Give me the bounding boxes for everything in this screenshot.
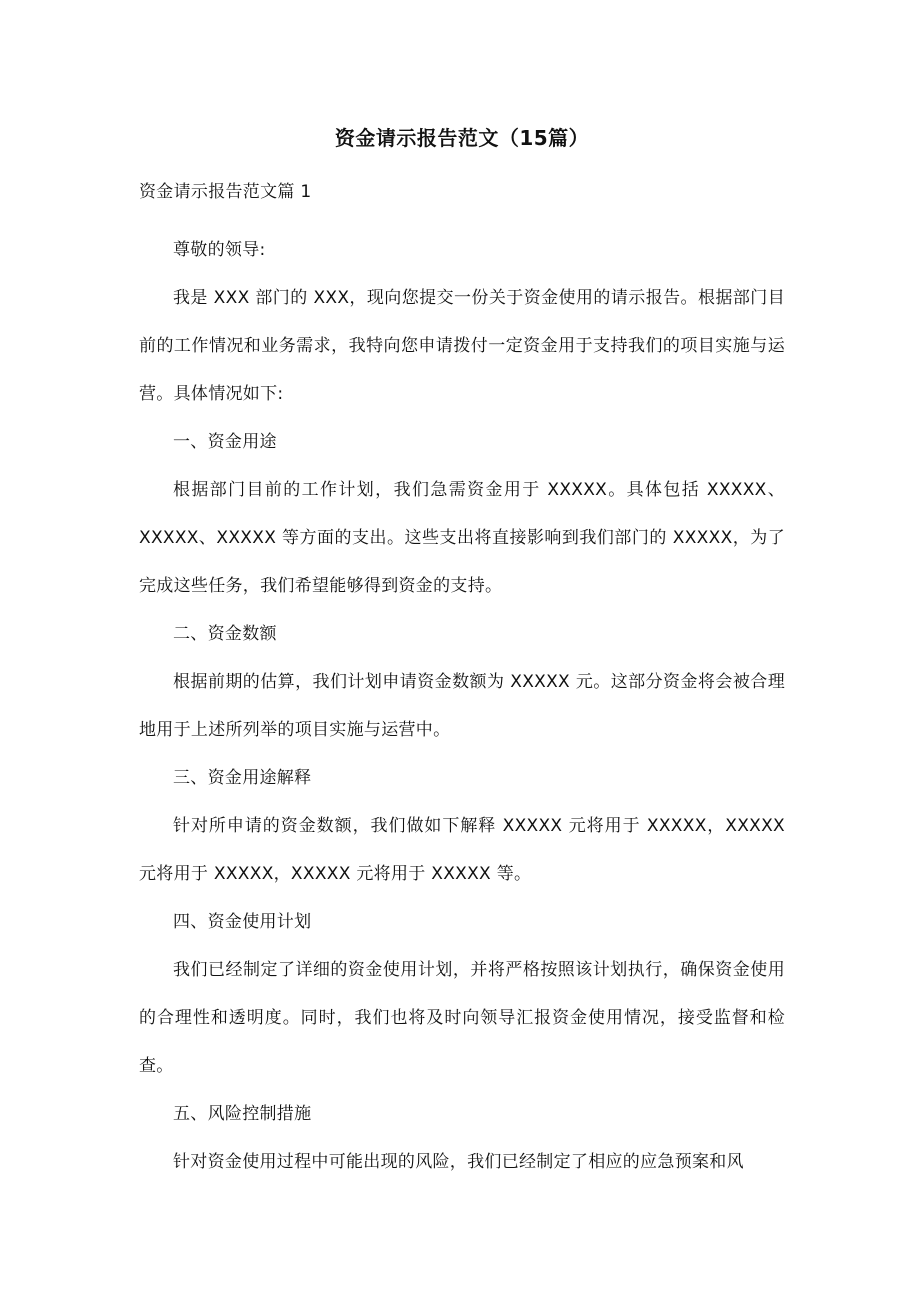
section-body-1: 根据部门目前的工作计划，我们急需资金用于 XXXXX。具体包括 XXXXX、XXXXX、XXXXX 等方面的支出。这些支出将直接影响到我们部门的 XXXXX，为了完成这些任务，我们希望能够得到资金的支持。: [139, 480, 785, 596]
document-body: [139, 118, 785, 1186]
section-body-4: 我们已经制定了详细的资金使用计划，并将严格按照该计划执行，确保资金使用的合理性和透明度。同时，我们也将及时向领导汇报资金使用情况，接受监督和检查。: [139, 960, 785, 1076]
section-body-2: 根据前期的估算，我们计划申请资金数额为 XXXXX 元。这部分资金将会被合理地用于上述所列举的项目实施与运营中。: [139, 672, 785, 740]
section-heading-2: 二、资金数额: [173, 624, 277, 644]
document-subtitle: 资金请示报告范文篇 1: [139, 182, 312, 202]
section-heading-4: 四、资金使用计划: [173, 912, 312, 932]
section-heading-1: 一、资金用途: [173, 432, 277, 452]
document-title: 资金请示报告范文（15篇）: [334, 126, 590, 150]
section-heading-5: 五、风险控制措施: [173, 1104, 312, 1124]
section-body-5: 针对资金使用过程中可能出现的风险，我们已经制定了相应的应急预案和风: [173, 1152, 744, 1172]
section-body-3: 针对所申请的资金数额，我们做如下解释 XXXXX 元将用于 XXXXX，XXXXX 元将用于 XXXXX，XXXXX 元将用于 XXXXX 等。: [139, 816, 785, 884]
intro-paragraph: 我是 XXX 部门的 XXX，现向您提交一份关于资金使用的请示报告。根据部门目前的工作情况和业务需求，我特向您申请拨付一定资金用于支持我们的项目实施与运营。具体情况如下:: [139, 288, 785, 404]
greeting: 尊敬的领导:: [173, 240, 266, 260]
section-heading-3: 三、资金用途解释: [173, 768, 312, 788]
